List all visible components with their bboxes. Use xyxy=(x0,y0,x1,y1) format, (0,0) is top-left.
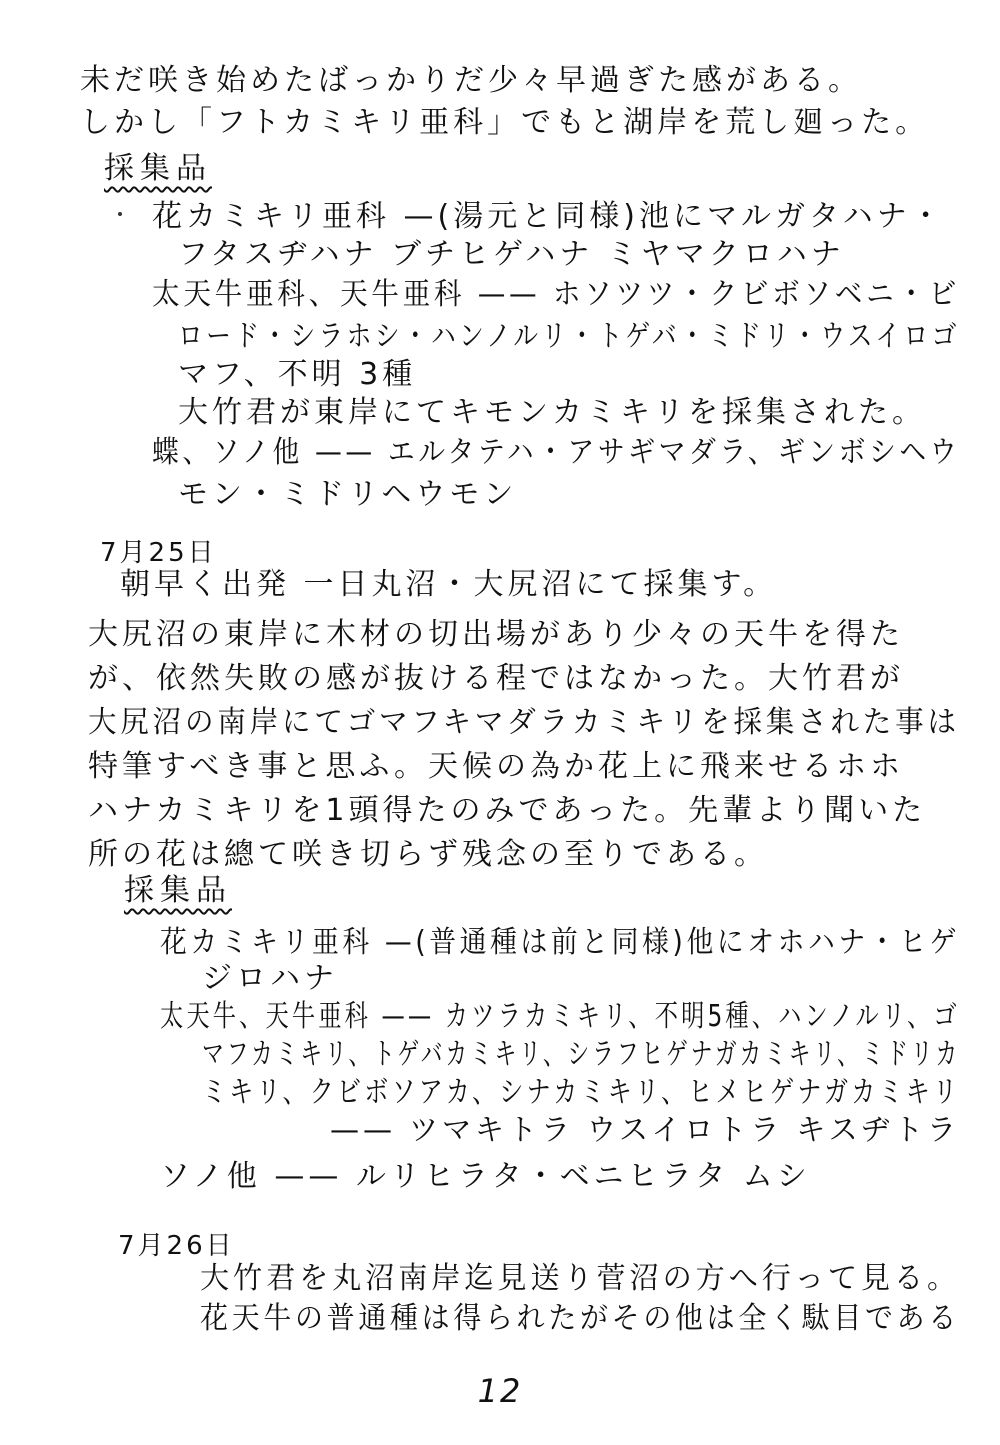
collection2-line: ソノ他 —— ルリヒラタ・ベニヒラタ ムシ xyxy=(160,1159,811,1194)
collection2-line: 花カミキリ亜科 —(普通種は前と同様)他にオホハナ・ヒゲ xyxy=(160,925,960,960)
entry-0725-line: ハナカミキリを1頭得たのみであった。先輩より聞いた xyxy=(88,793,927,828)
collection2-line: マフカミキリ、トゲバカミキリ、シラフヒゲナガカミキリ、ミドリカ xyxy=(202,1037,960,1072)
collection1-line: モン・ミドリヘウモン xyxy=(178,477,518,512)
collection-heading-1: 採集品 xyxy=(104,151,212,186)
collection1-line: ロード・シラホシ・ハンノルリ・トゲバ・ミドリ・ウスイロゴ xyxy=(178,319,960,354)
intro-line-1: 未だ咲き始めたばっかりだ少々早過ぎた感がある。 xyxy=(80,63,862,98)
entry-0726-line: 花天牛の普通種は得られたがその他は全く駄目である xyxy=(200,1301,961,1336)
page-number: 12 xyxy=(477,1372,523,1410)
entry-0726-line: 大竹君を丸沼南岸迄見送り菅沼の方へ行って見る。 xyxy=(200,1261,961,1296)
entry-0725-line: 所の花は總て咲き切らず残念の至りである。 xyxy=(88,837,768,872)
collection1-line: 大竹君が東岸にてキモンカミキリを採集された。 xyxy=(178,395,926,430)
collection1-line: 太天牛亜科、天牛亜科 —— ホソツツ・クビボソベニ・ビ xyxy=(152,277,961,312)
entry-0725-line: 大尻沼の東岸に木材の切出場があり少々の天牛を得た xyxy=(88,617,904,652)
collection2-line: 太天牛、天牛亜科 —— カツラカミキリ、不明5種、ハンノルリ、ゴ xyxy=(160,999,960,1034)
collection-heading-2: 採集品 xyxy=(124,873,232,908)
collection2-line: —— ツマキトラ ウスイロトラ キスヂトラ xyxy=(330,1113,960,1148)
collection2-line: ミキリ、クビボソアカ、シナカミキリ、ヒメヒゲナガカミキリ xyxy=(202,1075,961,1110)
entry-date-0726: 7月26日 xyxy=(118,1231,235,1261)
entry-0725-line: 大尻沼の南岸にてゴマフキマダラカミキリを採集された事は xyxy=(88,705,960,740)
entry-0725-line: が、依然失敗の感が抜ける程ではなかった。大竹君が xyxy=(88,661,904,696)
entry-0725-line: 朝早く出発 一日丸沼・大尻沼にて採集す。 xyxy=(120,567,778,602)
collection1-line: フタスヂハナ ブチヒゲハナ ミヤマクロハナ xyxy=(178,237,845,272)
collection1-line: マフ、不明 3種 xyxy=(178,357,417,392)
collection2-line: ジロハナ xyxy=(202,961,338,996)
collection1-line: 花カミキリ亜科 —(湯元と同様)池にマルガタハナ・ xyxy=(152,199,945,234)
collection1-line: 蝶、ソノ他 —— エルタテハ・アサギマダラ、ギンボシヘウ xyxy=(152,435,961,470)
entry-date-0725: 7月25日 xyxy=(100,538,217,568)
bullet-dot xyxy=(118,212,122,216)
intro-line-2: しかし「フトカミキリ亜科」でもと湖岸を荒し廻った。 xyxy=(80,105,930,140)
entry-0725-line: 特筆すべき事と思ふ。天候の為か花上に飛来せるホホ xyxy=(88,749,904,784)
